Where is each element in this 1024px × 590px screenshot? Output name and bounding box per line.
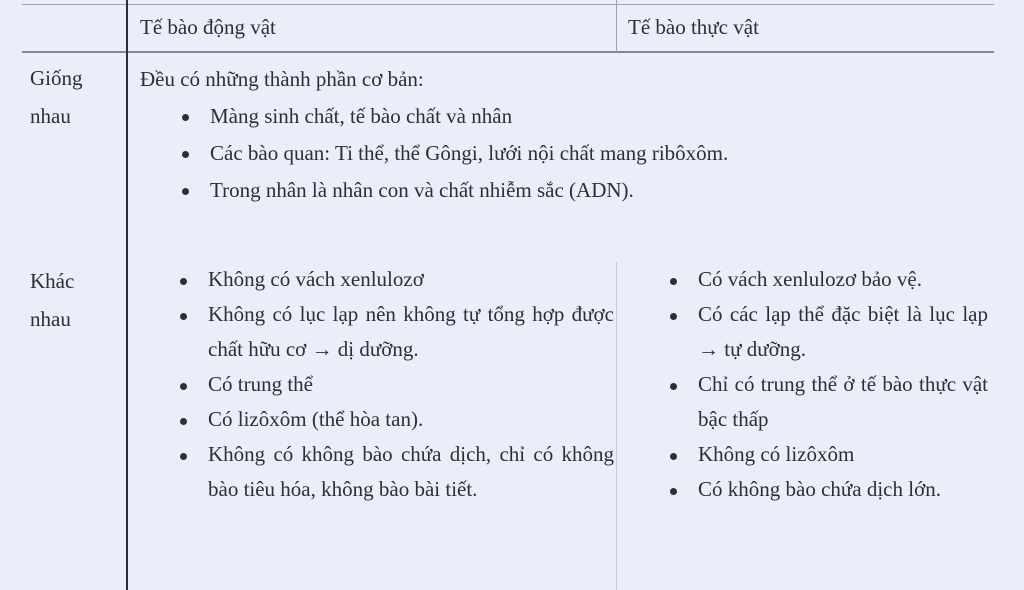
- animal-differences-list: [172, 262, 614, 507]
- header-top-border: [22, 4, 994, 5]
- list-item: Không có vách xenlulozơ: [172, 262, 614, 297]
- bullet-icon: [182, 151, 189, 158]
- list-item: Có không bào chứa dịch lớn.: [662, 472, 988, 507]
- plant-differences: [662, 262, 988, 507]
- bullet-icon: [180, 453, 187, 460]
- bullet-icon: [670, 278, 677, 285]
- bullet-icon: [182, 188, 189, 195]
- list-item: Có lizôxôm (thể hòa tan).: [172, 402, 614, 437]
- bullet-icon: [670, 453, 677, 460]
- list-item: Không có không bào chứa dịch, chỉ có không bào tiêu hóa, không bào bài tiết.: [172, 437, 614, 507]
- bullet-icon: [180, 418, 187, 425]
- row-label-different: Khác nhau: [30, 269, 75, 331]
- header-animal-cell: Tế bào động vật: [140, 15, 276, 39]
- header-bottom-border: [22, 51, 994, 53]
- list-item: Có trung thể: [172, 367, 614, 402]
- list-item: Có các lạp thể đặc biệt là lục lạp → tự dưỡng.: [662, 297, 988, 367]
- list-item: Trong nhân là nhân con và chất nhiễm sắc (ADN).: [174, 172, 990, 209]
- animal-differences: [172, 262, 614, 507]
- bullet-icon: [670, 383, 677, 390]
- list-item: Chỉ có trung thể ở tế bào thực vật bậc thấp: [662, 367, 988, 437]
- bullet-icon: [180, 383, 187, 390]
- column-divider-header: [616, 0, 617, 52]
- bullet-icon: [670, 313, 677, 320]
- column-divider-label: [126, 0, 128, 590]
- bullet-icon: [182, 114, 189, 121]
- list-item: Không có lục lạp nên không tự tổng hợp được chất hữu cơ → dị dưỡng.: [172, 297, 614, 367]
- bullet-icon: [180, 278, 187, 285]
- column-divider-differences: [616, 262, 617, 590]
- bullet-icon: [180, 313, 187, 320]
- list-item: Không có lizôxôm: [662, 437, 988, 472]
- plant-differences-list: [662, 262, 988, 507]
- similar-intro: Đều có những thành phần cơ bản:: [140, 67, 424, 91]
- bullet-icon: [670, 488, 677, 495]
- row-label-similar: Giống nhau: [30, 66, 83, 128]
- list-item: Màng sinh chất, tế bào chất và nhân: [174, 98, 990, 135]
- header-plant-cell: Tế bào thực vật: [628, 15, 759, 39]
- list-item: Có vách xenlulozơ bảo vệ.: [662, 262, 988, 297]
- list-item: Các bào quan: Ti thể, thể Gôngi, lưới nội chất mang ribôxôm.: [174, 135, 990, 172]
- similar-list: [140, 98, 990, 209]
- similar-content: [140, 61, 990, 209]
